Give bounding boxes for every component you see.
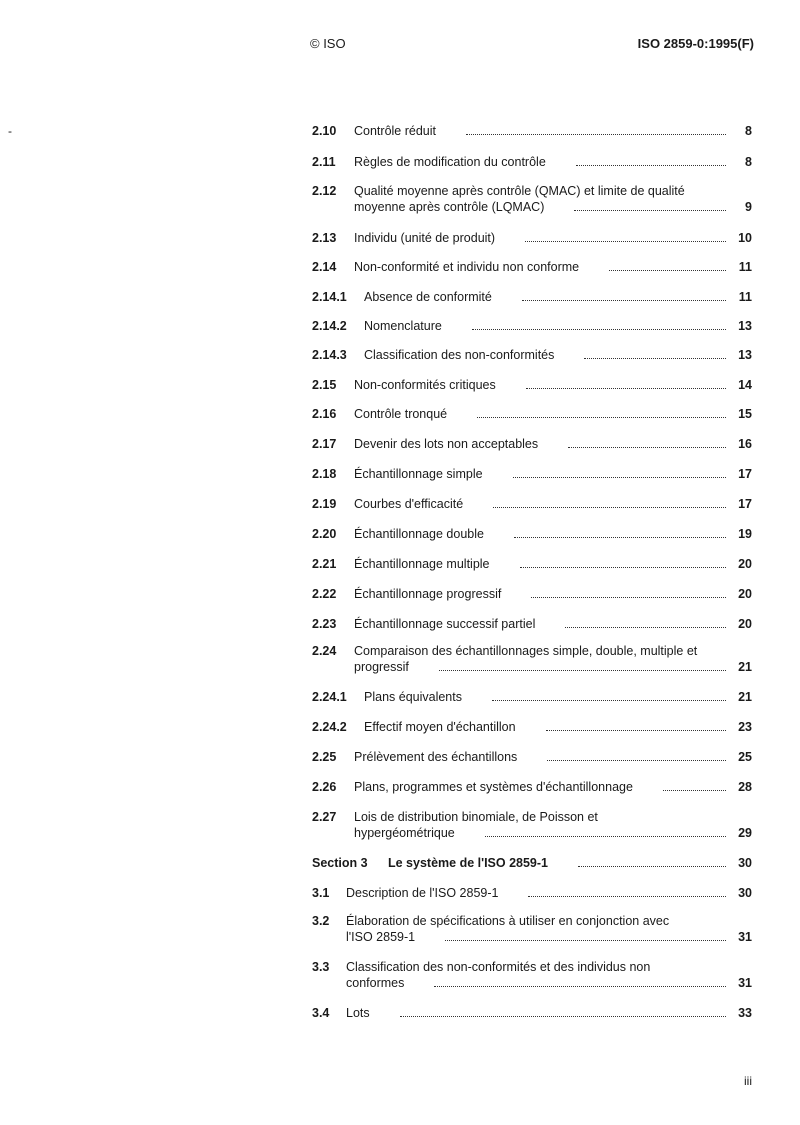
document-id-header: ISO 2859-0:1995(F) (637, 36, 754, 51)
dot-leader (466, 125, 726, 135)
entry-number: 3.4 (312, 1006, 330, 1020)
dot-leader (434, 977, 726, 987)
copyright-header: © ISO (310, 36, 346, 51)
entry-title: hypergéométrique (354, 826, 455, 840)
toc-entry[interactable] (312, 154, 752, 170)
entry-number: 3.2 (312, 914, 330, 928)
dot-leader (584, 349, 726, 359)
dot-leader (493, 498, 726, 508)
entry-title: Échantillonnage progressif (354, 587, 502, 601)
entry-title: Lots (346, 1006, 370, 1020)
entry-page: 11 (738, 260, 752, 274)
toc-entry[interactable] (312, 318, 752, 334)
entry-page: 28 (738, 780, 752, 794)
toc-entry[interactable] (312, 855, 752, 871)
toc-entry[interactable] (312, 123, 752, 139)
entry-page: 20 (738, 587, 752, 601)
entry-page: 11 (738, 290, 752, 304)
entry-title: Élaboration de spécifications à utiliser en conjonction avec (346, 914, 670, 928)
toc-entry[interactable] (312, 183, 752, 215)
entry-title: Non-conformités critiques (354, 378, 496, 392)
entry-title: Lois de distribution binomiale, de Poisson et (354, 810, 598, 824)
entry-title: l'ISO 2859-1 (346, 930, 416, 944)
dot-leader (514, 528, 726, 538)
dot-leader (522, 291, 726, 301)
toc-entry[interactable] (312, 689, 752, 705)
dot-leader (400, 1007, 726, 1017)
entry-page: 16 (738, 437, 752, 451)
entry-number: Section 3 (312, 856, 368, 870)
toc-entry[interactable] (312, 749, 752, 765)
margin-mark: - (8, 124, 12, 138)
entry-title: progressif (354, 660, 409, 674)
toc-entry[interactable] (312, 526, 752, 542)
toc-entry[interactable] (312, 289, 752, 305)
toc-entry[interactable] (312, 259, 752, 275)
entry-title: Courbes d'efficacité (354, 497, 464, 511)
entry-number: 3.3 (312, 960, 330, 974)
dot-leader (574, 201, 726, 211)
dot-leader (485, 827, 726, 837)
entry-number: 2.15 (312, 378, 337, 392)
dot-leader (528, 887, 726, 897)
entry-page: 15 (738, 407, 752, 421)
entry-title: Échantillonnage multiple (354, 557, 490, 571)
entry-number: 2.22 (312, 587, 337, 601)
entry-page: 17 (738, 467, 752, 481)
entry-page: 30 (738, 886, 752, 900)
entry-number: 2.14.1 (312, 290, 347, 304)
toc-entry[interactable] (312, 230, 752, 246)
toc-entry[interactable] (312, 959, 752, 991)
entry-page: 8 (745, 124, 752, 138)
toc-entry[interactable] (312, 779, 752, 795)
entry-title: Le système de l'ISO 2859-1 (388, 856, 549, 870)
toc-entry[interactable] (312, 347, 752, 363)
toc-entry[interactable] (312, 377, 752, 393)
entry-page: 25 (738, 750, 752, 764)
entry-page: 23 (738, 720, 752, 734)
dot-leader (520, 558, 726, 568)
dot-leader (547, 751, 726, 761)
toc-entry[interactable] (312, 496, 752, 512)
entry-title: Absence de conformité (364, 290, 492, 304)
dot-leader (531, 588, 726, 598)
entry-page: 33 (738, 1006, 752, 1020)
dot-leader (609, 261, 726, 271)
entry-page: 21 (738, 660, 752, 674)
entry-title: Prélèvement des échantillons (354, 750, 518, 764)
entry-page: 21 (738, 690, 752, 704)
dot-leader (576, 156, 726, 166)
toc-entry[interactable] (312, 556, 752, 572)
dot-leader (445, 931, 726, 941)
entry-number: 2.23 (312, 617, 337, 631)
dot-leader (663, 781, 726, 791)
dot-leader (472, 320, 726, 330)
toc-entry[interactable] (312, 406, 752, 422)
toc-entry[interactable] (312, 616, 752, 632)
entry-page: 14 (738, 378, 752, 392)
entry-page: 31 (738, 930, 752, 944)
entry-page: 8 (745, 155, 752, 169)
entry-number: 2.14 (312, 260, 337, 274)
dot-leader (492, 691, 726, 701)
entry-number: 2.24.2 (312, 720, 347, 734)
entry-title: Contrôle réduit (354, 124, 436, 138)
entry-page: 13 (738, 319, 752, 333)
toc-entry[interactable] (312, 913, 752, 945)
entry-page: 20 (738, 557, 752, 571)
dot-leader (565, 618, 726, 628)
dot-leader (513, 468, 726, 478)
entry-number: 2.19 (312, 497, 337, 511)
entry-number: 2.25 (312, 750, 337, 764)
dot-leader (568, 438, 726, 448)
entry-title: Qualité moyenne après contrôle (QMAC) et limite de qualité (354, 184, 685, 198)
entry-page: 19 (738, 527, 752, 541)
entry-number: 2.14.3 (312, 348, 347, 362)
dot-leader (526, 379, 726, 389)
entry-title: Contrôle tronqué (354, 407, 448, 421)
entry-page: 13 (738, 348, 752, 362)
entry-title: Classification des non-conformités (364, 348, 555, 362)
entry-title: Individu (unité de produit) (354, 231, 496, 245)
entry-title: Échantillonnage successif partiel (354, 617, 536, 631)
entry-page: 20 (738, 617, 752, 631)
entry-number: 2.21 (312, 557, 337, 571)
toc-entry[interactable] (312, 436, 752, 452)
toc-entry[interactable] (312, 643, 752, 675)
entry-number: 2.14.2 (312, 319, 347, 333)
toc-entry[interactable] (312, 885, 752, 901)
entry-number: 3.1 (312, 886, 330, 900)
entry-number: 2.24.1 (312, 690, 347, 704)
entry-number: 2.11 (312, 155, 336, 169)
dot-leader (439, 661, 726, 671)
entry-number: 2.27 (312, 810, 337, 824)
entry-number: 2.17 (312, 437, 337, 451)
toc-entry[interactable] (312, 1005, 752, 1021)
entry-title: Effectif moyen d'échantillon (364, 720, 516, 734)
entry-number: 2.10 (312, 124, 337, 138)
entry-title: Devenir des lots non acceptables (354, 437, 539, 451)
entry-title: Comparaison des échantillonnages simple, double, multiple et (354, 644, 698, 658)
entry-number: 2.26 (312, 780, 337, 794)
entry-number: 2.18 (312, 467, 337, 481)
entry-title: Échantillonnage double (354, 527, 484, 541)
entry-page: 31 (738, 976, 752, 990)
dot-leader (477, 408, 726, 418)
entry-number: 2.16 (312, 407, 337, 421)
entry-title: moyenne après contrôle (LQMAC) (354, 200, 545, 214)
entry-number: 2.13 (312, 231, 337, 245)
entry-title: Plans équivalents (364, 690, 462, 704)
entry-page: 17 (738, 497, 752, 511)
entry-title: Description de l'ISO 2859-1 (346, 886, 499, 900)
entry-number: 2.12 (312, 184, 337, 198)
entry-title: Échantillonnage simple (354, 467, 483, 481)
entry-page: 29 (738, 826, 752, 840)
entry-title: Nomenclature (364, 319, 442, 333)
entry-title: Non-conformité et individu non conforme (354, 260, 580, 274)
dot-leader (578, 857, 726, 867)
page-number: iii (744, 1074, 752, 1088)
entry-title: conformes (346, 976, 405, 990)
entry-page: 10 (738, 231, 752, 245)
entry-title: Plans, programmes et systèmes d'échantillonnage (354, 780, 633, 794)
toc-entry[interactable] (312, 586, 752, 602)
entry-title: Classification des non-conformités et des individus non (346, 960, 651, 974)
entry-number: 2.24 (312, 644, 337, 658)
toc-entry[interactable] (312, 466, 752, 482)
entry-page: 9 (745, 200, 752, 214)
toc-entry[interactable] (312, 809, 752, 841)
dot-leader (546, 721, 726, 731)
entry-number: 2.20 (312, 527, 337, 541)
entry-page: 30 (738, 856, 752, 870)
toc-entry[interactable] (312, 719, 752, 735)
entry-title: Règles de modification du contrôle (354, 155, 546, 169)
dot-leader (525, 232, 726, 242)
